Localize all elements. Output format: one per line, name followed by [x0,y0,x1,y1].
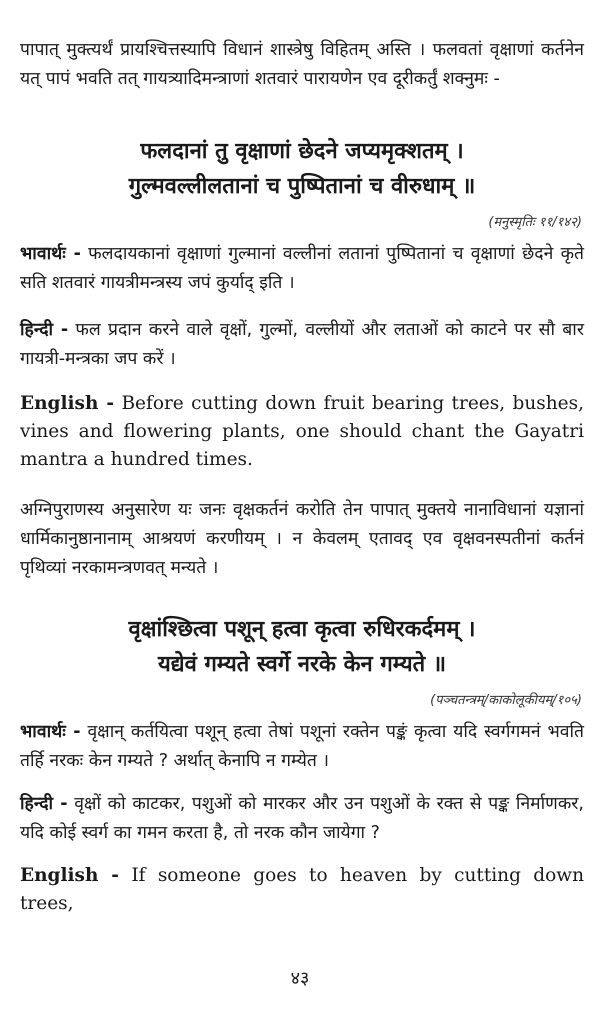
english-label: English - [20,865,119,886]
intro-paragraph: पापात् मुक्त्यर्थं प्रायश्चित्तस्यापि विधानं शास्त्रेषु विहितम् अस्ति । फलवतां वृक्षाणां कर्तनेन यत् पापं भवति तत् गायत्र्यादिमन्त्राणां शतवारं पारायणेन एव दूरीकर्तुं शक्नुमः - [20,40,584,89]
bhavartha-label: भावार्थः - [20,244,81,264]
bhavartha-text: वृक्षान् कर्तयित्वा पशून् हत्वा तेषां पशूनां रक्तेन पङ्कं कृत्वा यदि स्वर्गगमनं भवति तर्हि नरकः केन गम्यते ? अर्थात् केनापि न गम्येत । [20,722,584,771]
page-number: ४३ [290,968,310,989]
bhavartha-text: फलदायकानां वृक्षाणां गुल्मानां वल्लीनां लतानां पुष्पितानां च वृक्षाणां छेदने कृते सति शतवारं गायत्रीमन्त्रस्य जपं कुर्याद् इति । [20,244,584,293]
verse-line-1: वृक्षांश्छित्वा पशून् हत्वा कृत्वा रुधिरकर्दमम् । [128,617,476,642]
hindi-text: वृक्षों को काटकर, पशुओं को मारकर और उन पशुओं के रक्त से पङ्क निर्माणकर, यदि कोई स्वर्ग का गमन करता है, तो नरक कौन जायेगा ? [20,794,584,843]
english-paragraph [20,390,584,474]
verse-line-1: फलदानां तु वृक्षाणां छेदने जप्यमृक्शतम् । [140,139,464,164]
english-text: If someone goes to heaven by cutting down trees, [20,865,584,914]
verse-panchatantra [20,612,584,682]
verse-source: (पञ्चतन्त्रम्/काकोलूकीयम्/१०५) [430,693,582,708]
hindi-text: फल प्रदान करने वाले वृक्षों, गुल्मों, वल्लीयों और लताओं को काटने पर सौ बार गायत्री-मन्त्रका जप करें । [20,320,584,369]
hindi-paragraph [20,316,584,374]
verse-source: (मनुस्मृतिः ११/१४२) [488,215,582,230]
verse-line-2: गुल्मवल्लीलतानां च पुष्पितानां च वीरुधाम् ॥ [128,174,476,199]
hindi-label: हिन्दी - [20,794,68,814]
agnipurana-paragraph: अग्निपुराणस्य अनुसारेण यः जनः वृक्षकर्तनं करोति तेन पापात् मुक्तये नानाविधानां यज्ञानां धार्मिकानुष्ठानानाम् आश्रयणं करणीयम् । न केवलम् एतावद् एव वृक्षवनस्पतीनां कर्तनं पृथिव्यां नरकामन्त्रणवत् मन्यते । [20,500,584,578]
verse-manusmriti [20,134,584,204]
hindi-label: हिन्दी - [20,320,69,340]
verse-line-2: यद्येवं गम्यते स्वर्गे नरके केन गम्यते ॥ [157,652,447,677]
hindi-paragraph [20,790,584,848]
bhavartha-label: भावार्थः - [20,722,81,742]
bhavartha-paragraph [20,240,584,298]
bhavartha-paragraph [20,718,584,776]
english-text: Before cutting down fruit bearing trees, bushes, vines and flowering plants, one should chant the Gayatri mantra a hundred times. [20,393,584,470]
english-label: English - [20,393,115,414]
english-paragraph [20,862,584,918]
